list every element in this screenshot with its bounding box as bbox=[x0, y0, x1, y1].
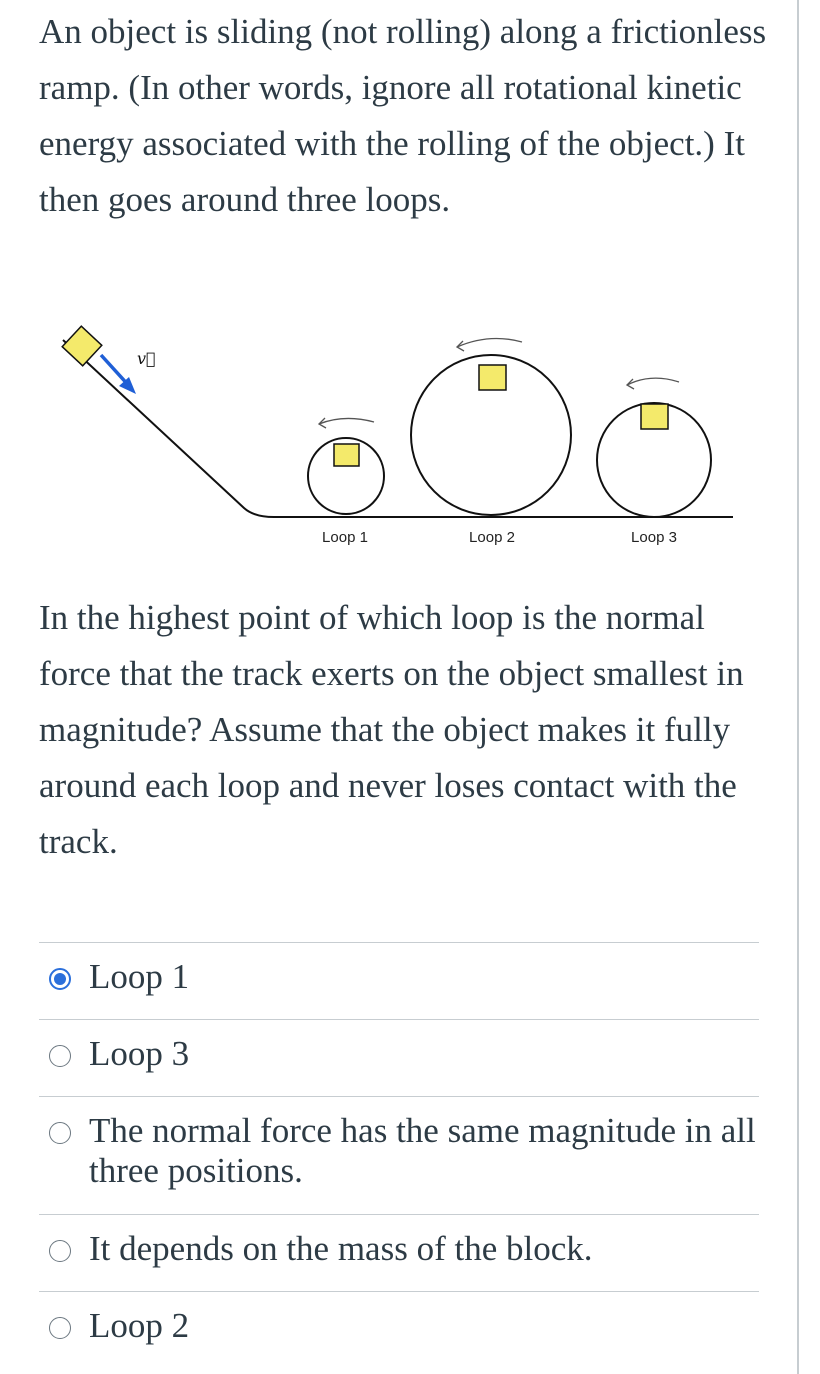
answer-option-loop-1[interactable] bbox=[39, 943, 759, 1020]
answer-label: It depends on the mass of the block. bbox=[89, 1229, 593, 1268]
answer-label: Loop 3 bbox=[89, 1034, 190, 1073]
answer-option-loop-3[interactable] bbox=[39, 1020, 759, 1097]
loop-3-block bbox=[641, 404, 668, 429]
velocity-label: v⃗ bbox=[137, 349, 156, 368]
loop-2-motion-arrow bbox=[457, 338, 522, 347]
answer-label: Loop 1 bbox=[89, 957, 190, 996]
sliding-block bbox=[62, 326, 102, 366]
loop-2-block bbox=[479, 365, 506, 390]
loop-1-label: Loop 1 bbox=[322, 529, 368, 546]
loop-2-label: Loop 2 bbox=[469, 529, 515, 546]
answer-list bbox=[39, 942, 759, 1369]
answer-option-same-magnitude[interactable] bbox=[39, 1097, 759, 1215]
answer-label: The normal force has the same magnitude in all three positions. bbox=[89, 1111, 756, 1190]
loop-1-motion-arrow bbox=[319, 418, 374, 424]
radio-icon[interactable] bbox=[49, 1317, 71, 1339]
loops-figure bbox=[39, 310, 759, 570]
question-intro: An object is sliding (not rolling) along a frictionless ramp. (In other words, ignore all rotational kinetic energy associated with the rolling of the object.) It then goes around three loops. bbox=[39, 12, 767, 219]
loop-1-block bbox=[334, 444, 359, 466]
ramp-track bbox=[63, 340, 733, 517]
loop-3-motion-arrow bbox=[627, 378, 679, 385]
radio-selected-icon[interactable] bbox=[49, 968, 71, 990]
loop-3-label: Loop 3 bbox=[631, 529, 677, 546]
answer-label: Loop 2 bbox=[89, 1306, 190, 1345]
radio-icon[interactable] bbox=[49, 1122, 71, 1144]
question-prompt: In the highest point of which loop is the normal force that the track exerts on the object smallest in magnitude? Assume that the object makes it fully around each loop and never loses contact with the track. bbox=[39, 598, 744, 861]
content-right-border bbox=[797, 0, 799, 1374]
radio-icon[interactable] bbox=[49, 1045, 71, 1067]
answer-option-depends-mass[interactable] bbox=[39, 1215, 759, 1292]
loops-diagram bbox=[39, 310, 759, 570]
radio-icon[interactable] bbox=[49, 1240, 71, 1262]
answer-option-loop-2[interactable] bbox=[39, 1292, 759, 1369]
